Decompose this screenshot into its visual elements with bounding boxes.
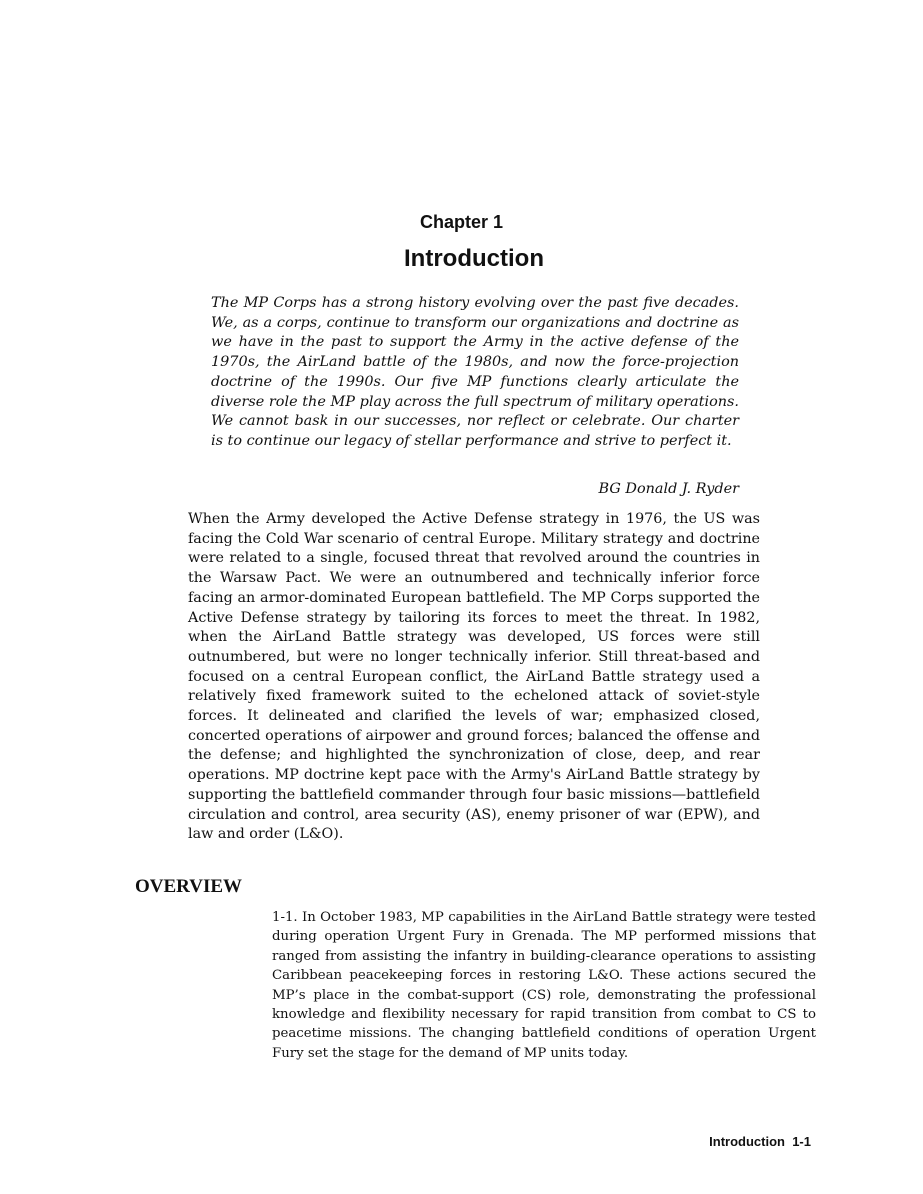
epigraph-author: BG Donald J. Ryder <box>598 481 739 497</box>
overview-paragraph: 1-1. In October 1983, MP capabilities in the AirLand Battle strategy were tested during operation Urgent Fury in Grenada. The MP performed missions that ranged from assisting the infantry in building-clearance operations to assisting Caribbean peacekeeping forces in restoring L&O. These actions secured the MP’s place in the combat-support (CS) role, demonstrating the professional knowledge and flexibility necessary for rapid transition from combat to CS to peacetime missions. The changing battlefield conditions of operation Urgent Fury set the stage for the demand of MP units today. <box>272 910 816 1061</box>
page-footer: Introduction 1-1 <box>709 1134 811 1149</box>
chapter-title: Introduction <box>404 245 544 272</box>
section-heading-overview: OVERVIEW <box>135 876 243 897</box>
intro-paragraph: When the Army developed the Active Defense strategy in 1976, the US was facing the Cold War scenario of central Europe. Military strategy and doctrine were related to a single, focused threat that revolved around the countries in the Warsaw Pact. We were an outnumbered and technically inferior force facing an armor-dominated European battlefield. The MP Corps supported the Active Defense strategy by tailoring its forces to meet the threat. In 1982, when the AirLand Battle strategy was developed, US forces were still outnumbered, but were no longer technically inferior. Still threat-based and focused on a central European conflict, the AirLand Battle strategy used a relatively fixed framework suited to the echeloned attack of soviet-style forces. It delineated and clarified the levels of war; emphasized closed, concerted operations of airpower and ground forces; balanced the offense and the defense; and highlighted the synchronization of close, deep, and rear operations. MP doctrine kept pace with the Army's AirLand Battle strategy by supporting the battlefield commander through four basic missions—battlefield circulation and control, area security (AS), enemy prisoner of war (EPW), and law and order (L&O). <box>188 511 760 843</box>
chapter-label: Chapter 1 <box>419 212 504 232</box>
epigraph-quote: The MP Corps has a strong history evolving over the past five decades. We, as a corps, continue to transform our organizations and doctrine as we have in the past to support the Army in the active defense of the 1970s, the AirLand battle of the 1980s, and now the force-projection doctrine of the 1990s. Our five MP functions clearly articulate the diverse role the MP play across the full spectrum of military operations. We cannot bask in our successes, nor reflect or celebrate. Our charter is to continue our legacy of stellar performance and strive to perfect it. <box>211 295 739 449</box>
